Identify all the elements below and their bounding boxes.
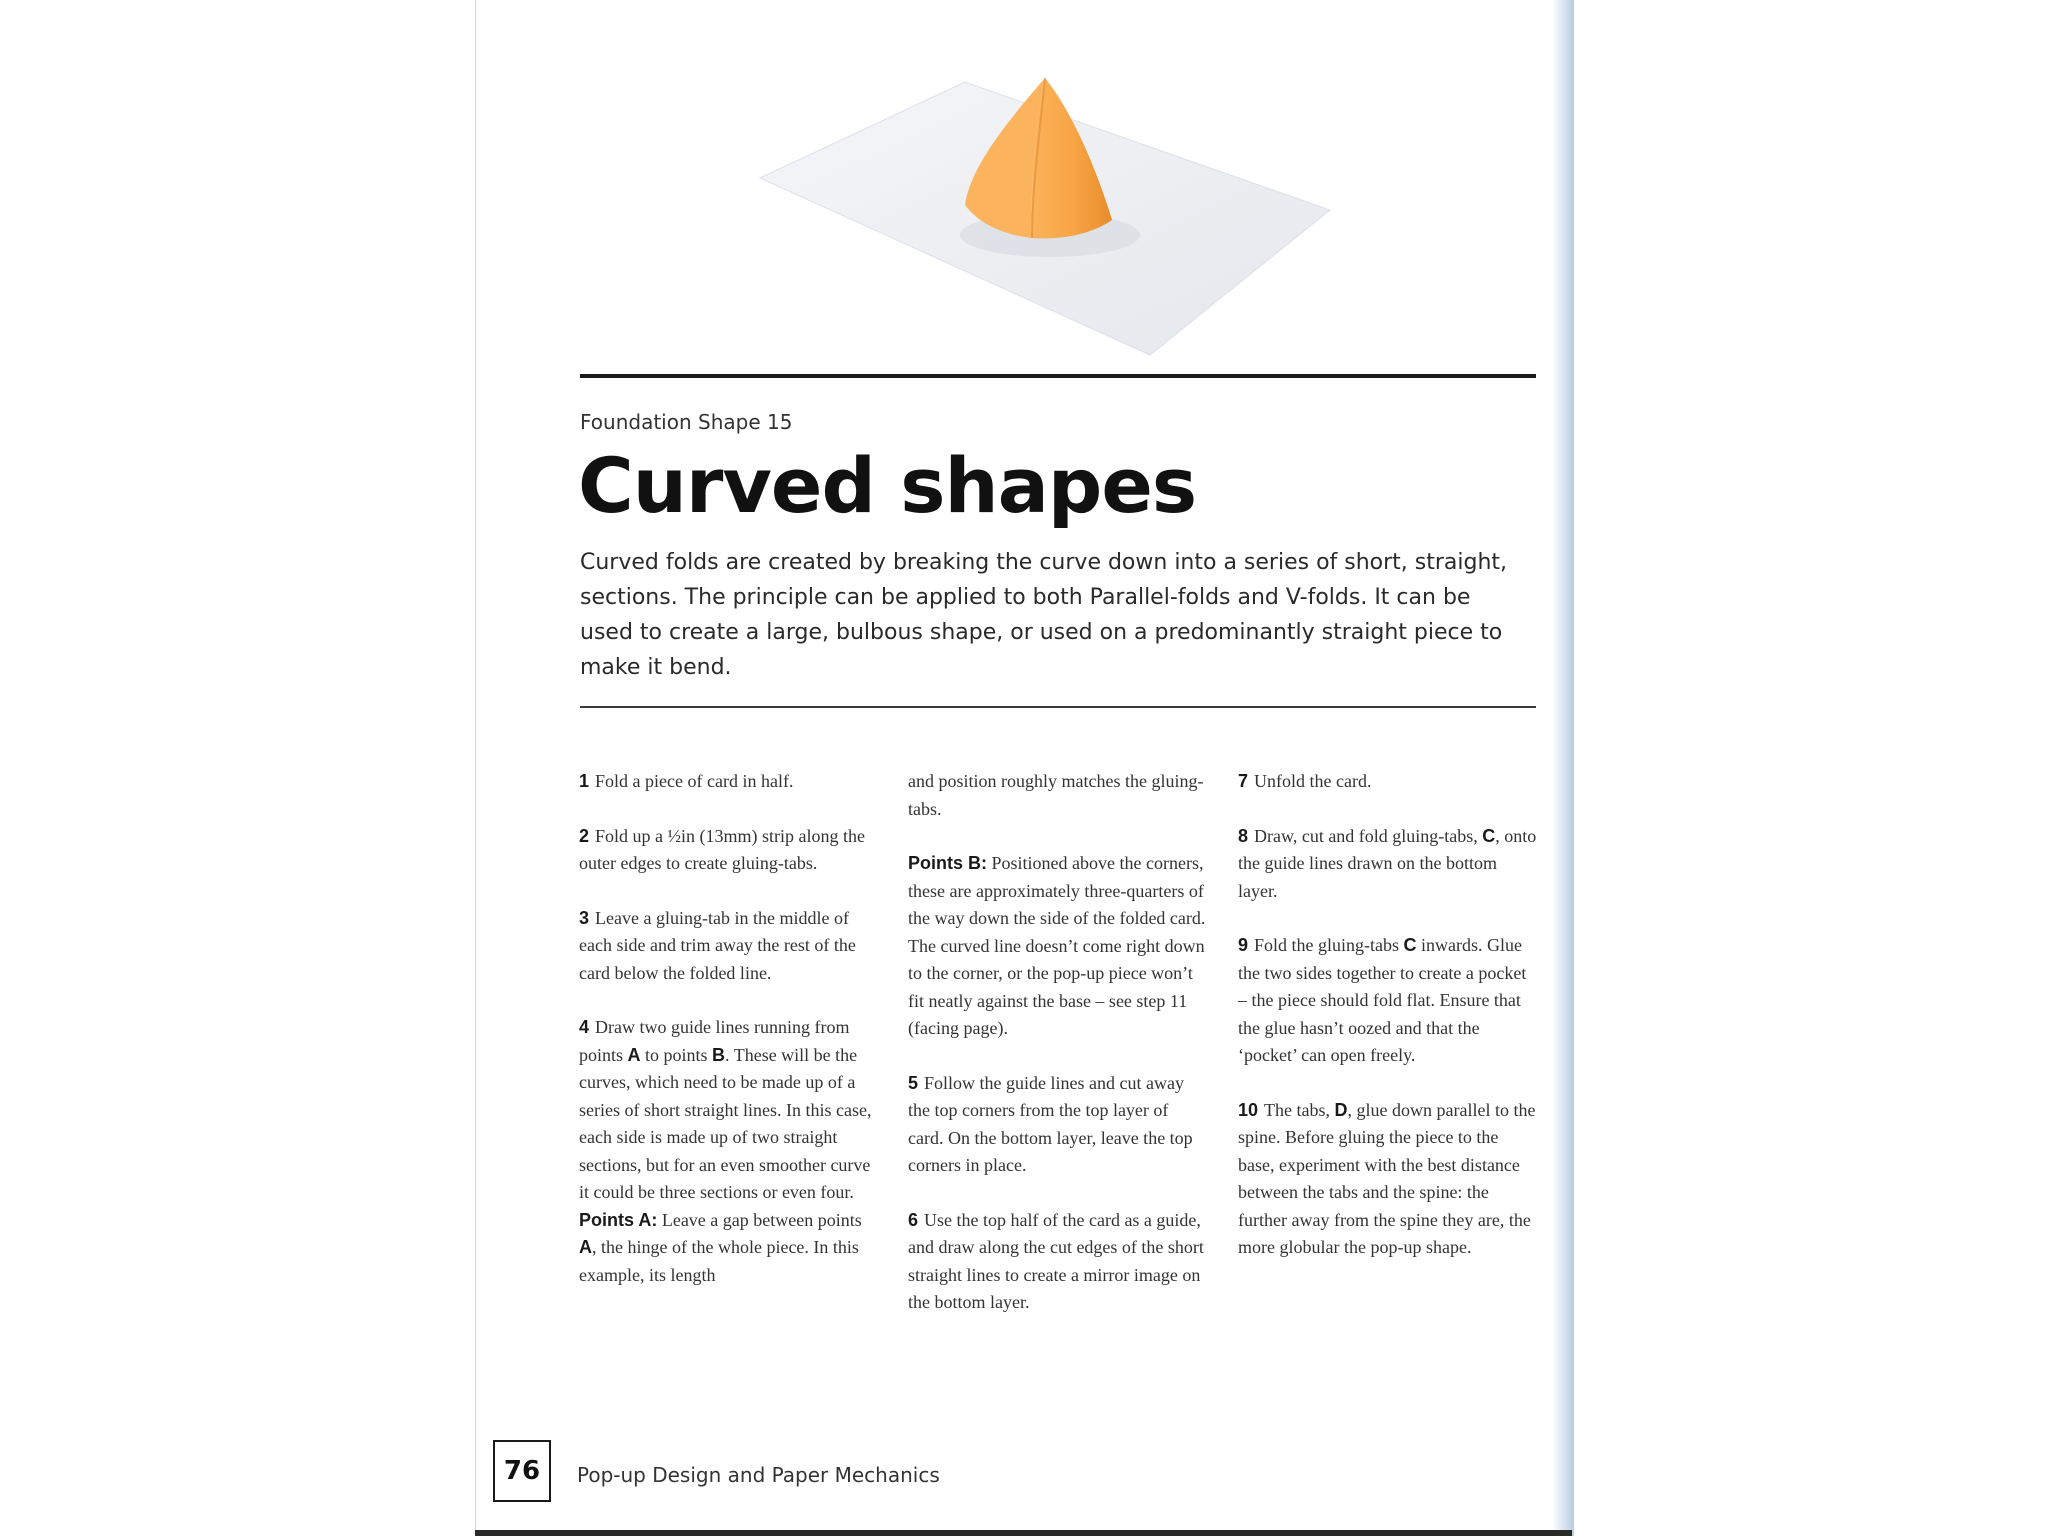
step-text: Use the top half of the card as a guide, and draw along the cut edges of the short straight lines to create a mirror image on the bottom layer. [908, 1209, 1204, 1312]
step-3 [579, 905, 879, 988]
column-2 [908, 768, 1208, 1344]
step-5 [908, 1070, 1208, 1180]
points-b-note [908, 850, 1208, 1043]
section-kicker: Foundation Shape 15 [580, 410, 793, 434]
step-7 [1238, 768, 1538, 796]
page-number: 76 [493, 1440, 551, 1502]
step-text: Fold the gluing-tabs [1254, 935, 1404, 955]
step-text: Fold up a ½in (13mm) strip along the outer edges to create gluing-tabs. [579, 825, 865, 873]
step-text: Fold a piece of card in half. [595, 771, 794, 791]
step-number: 9 [1238, 935, 1249, 955]
points-a-label: Points A: [579, 1209, 658, 1230]
step-text: to points [640, 1044, 713, 1065]
popup-photo [740, 60, 1350, 380]
column-3 [1238, 768, 1538, 1289]
spine-shadow [1552, 0, 1574, 1536]
point-label: D [1334, 1099, 1348, 1120]
step-text: Draw two guide lines running from points [579, 1017, 850, 1065]
step-2 [579, 823, 879, 878]
intro-paragraph: Curved folds are created by breaking the curve down into a series of short, straight, sections. The principle can be applied to both Parallel-folds and V-folds. It can be used to create a large, bulbous shape, or used on a predominantly straight piece to make it bend. [580, 550, 1508, 680]
step-number: 8 [1238, 825, 1249, 846]
step-number: 7 [1238, 771, 1249, 791]
point-label: A [579, 1237, 592, 1257]
page-title: Curved shapes [578, 441, 1197, 530]
step-text: Unfold the card. [1254, 771, 1372, 791]
step-number: 3 [579, 907, 590, 928]
step-text: Leave a gap between points [657, 1209, 862, 1230]
step-text: , onto the guide lines drawn on the bottom layer. [1238, 825, 1537, 901]
step-4 [579, 1014, 879, 1289]
step-number: 2 [579, 825, 590, 846]
step-9 [1238, 932, 1538, 1070]
book-title: Pop-up Design and Paper Mechanics [577, 1463, 940, 1487]
step-number: 6 [908, 1209, 919, 1230]
step-number: 4 [579, 1017, 590, 1037]
step-text: Draw, cut and fold gluing-tabs, [1254, 825, 1483, 846]
step-text: Follow the guide lines and cut away the top corners from the top layer of card. On the bottom layer, leave the top corners in place. [908, 1072, 1193, 1175]
point-label: A [627, 1044, 641, 1065]
points-b-label: Points B: [908, 853, 987, 873]
step-text: , glue down parallel to the spine. Before gluing the piece to the base, experiment with the best distance between the tabs and the spine: the further away from the spine they are, the more globular the pop-up shape. [1238, 1099, 1536, 1257]
step-text: Leave a gluing-tab in the middle of each side and trim away the rest of the card below the folded line. [579, 907, 856, 983]
section-rule [580, 706, 1536, 708]
step-10 [1238, 1097, 1538, 1262]
step-8 [1238, 823, 1538, 906]
header-rule [580, 374, 1536, 378]
step-text: . These will be the curves, which need to be made up of a series of short straight lines. In this case, each side is made up of two straight sections, but for an even smoother curve it could be three sections or even four. [579, 1044, 872, 1202]
step-text: Positioned above the corners, these are approximately three-quarters of the way down the side of the folded card. The curved line doesn’t come right down to the corner, or the pop-up piece won’t fit neatly against the base – see step 11 (facing page). [908, 853, 1206, 1038]
step-text: , the hinge of the whole piece. In this example, its length [579, 1237, 859, 1285]
step-text: inwards. Glue the two sides together to create a pocket – the piece should fold flat. Ensure that the glue hasn’t oozed and that the ‘pocket’ can open freely. [1238, 935, 1527, 1065]
step-1 [579, 768, 879, 796]
point-label: B [712, 1044, 726, 1065]
step-text: The tabs, [1264, 1099, 1335, 1120]
column-1 [579, 768, 879, 1316]
step-number: 5 [908, 1072, 919, 1093]
step-number: 1 [579, 771, 590, 791]
point-label: C [1403, 935, 1417, 955]
point-label: C [1482, 825, 1496, 846]
step-4-continued: and position roughly matches the gluing-tabs. [908, 771, 1204, 819]
step-6 [908, 1207, 1208, 1317]
page-bottom-edge [475, 1530, 1572, 1536]
step-number: 10 [1238, 1099, 1259, 1120]
